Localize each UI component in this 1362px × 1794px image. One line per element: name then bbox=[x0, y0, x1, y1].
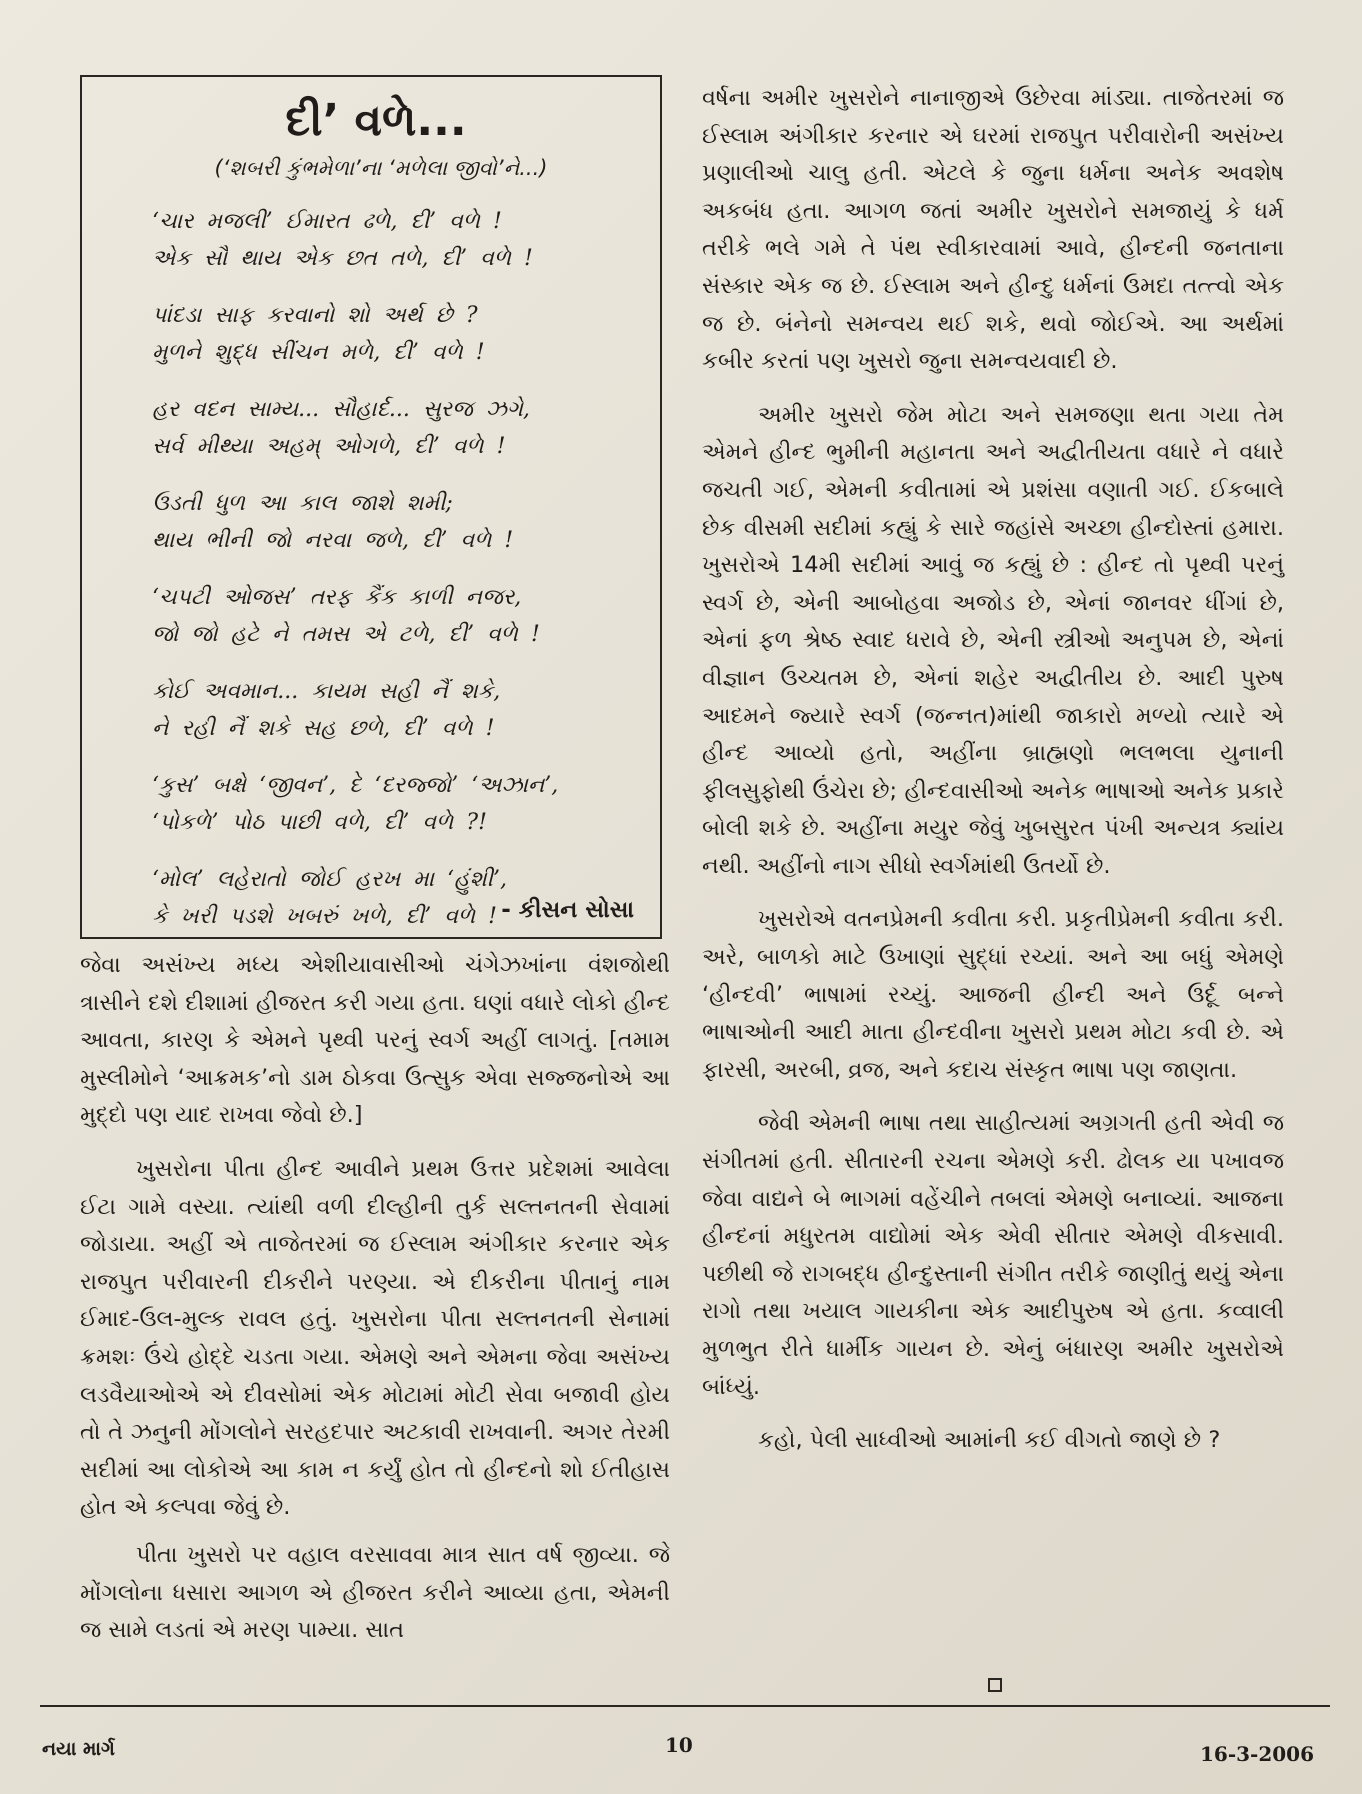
right-paragraph: વર્ષના અમીર ખુસરોને નાનાજીએ ઉછેરવા માંડ્યા. તાજેતરમાં જ ઈસ્લામ અંગીકાર કરનાર એ ઘરમાં રાજપુત પરીવારોની અસંખ્ય પ્રણાલીઓ ચાલુ હતી. એટલે કે જુના ધર્મના અનેક અવશેષ અકબંધ હતા. આગળ જતાં અમીર ખુસરોને સમજાયું કે ધર્મ તરીકે ભલે ગમે તે પંથ સ્વીકારવામાં આવે, હીન્દની જનતાના સંસ્કાર એક જ છે. ઈસ્લામ અને હીન્દુ ધર્મનાં ઉમદા તત્ત્વો એક જ છે. બંનેનો સમન્વય થઈ શકે, થવો જોઈએ. આ અર્થમાં કબીર કરતાં પણ ખુસરો જુના સમન્વયવાદી છે. bbox=[702, 85, 1284, 375]
footer-date: 16-3-2006 bbox=[1199, 1742, 1314, 1766]
poem-stanza bbox=[152, 203, 630, 277]
poem-stanza bbox=[152, 767, 630, 841]
poem-line: ઉડતી ધુળ આ કાલ જાશે શમી; bbox=[152, 491, 453, 516]
poem-box bbox=[80, 75, 662, 939]
poem-stanza bbox=[152, 673, 630, 747]
footer-divider bbox=[40, 1705, 1330, 1707]
poem-stanza bbox=[152, 579, 630, 653]
poem-line: કે ખરી પડશે ખબરું ખળે, દી’ વળે ! bbox=[152, 904, 497, 929]
right-paragraph: કહો, પેલી સાધ્વીઓ આમાંની કઈ વીગતો જાણે છે ? bbox=[758, 1427, 1221, 1454]
poem-stanza bbox=[152, 485, 630, 559]
left-paragraph: ખુસરોના પીતા હીન્દ આવીને પ્રથમ ઉત્તર પ્રદેશમાં આવેલા ઈટા ગામે વસ્યા. ત્યાંથી વળી દીલ્હીની તુર્ક સલ્તનતની સેવામાં જોડાયા. અહીં એ તાજેતરમાં જ ઈસ્લામ અંગીકાર કરનાર એક રાજપુત પરીવારની દીકરીને પરણ્યા. એ દીકરીના પીતાનું નામ ઈમાદ-ઉલ-મુલ્ક રાવલ હતું. ખુસરોના પીતા સલ્તનતની સેનામાં ક્રમશઃ ઉંચે હોદ્દે ચડતા ગયા. એમણે અને એમના જેવા અસંખ્ય લડવૈયાઓએ એ દીવસોમાં એક મોટામાં મોટી સેવા બજાવી હોય તો તે ઝનુની મોંગલોને સરહદપાર અટકાવી રાખવાની. અગર તેરમી સદીમાં આ લોકોએ આ કામ ન કર્યું હોત તો હીન્દનો શો ઈતીહાસ હોત એ કલ્પવા જેવું છે. bbox=[80, 1155, 670, 1521]
poem-line: ને રહી નૈં શકે સહ છળે, દી’ વળે ! bbox=[152, 716, 495, 741]
poem-line: હર વદન સામ્ય... સૌહાર્દ... સુરજ ઝગે, bbox=[152, 397, 530, 422]
right-paragraph: અમીર ખુસરો જેમ મોટા અને સમજણા થતા ગયા તેમ એમને હીન્દ ભુમીની મહાનતા અને અદ્વીતીયતા વધારે ને વધારે જચતી ગઈ, એમની કવીતામાં એ પ્રશંસા વણાતી ગઈ. ઈકબાલે છેક વીસમી સદીમાં કહ્યું કે સારે જહાંસે અચ્છા હીન્દોસ્તાં હમારા. ખુસરોએ 14મી સદીમાં આવું જ કહ્યું છે : હીન્દ તો પૃથ્વી પરનું સ્વર્ગ છે, એની આબોહવા અજોડ છે, એનાં જાનવર ધીંગાં છે, એનાં ફળ શ્રેષ્ઠ સ્વાદ ધરાવે છે, એની સ્ત્રીઓ અનુપમ છે, એનાં વીજ્ઞાન ઉચ્ચતમ છે, એનાં શહેર અદ્વીતીય છે. આદી પુરુષ આદમને જ્યારે સ્વર્ગ (જન્નત)માંથી જાકારો મળ્યો ત્યારે એ હીન્દ આવ્યો હતો, અહીંના બ્રાહ્મણો ભલભલા યુનાની ફીલસુફોથી ઉંચેરા છે; હીન્દવાસીઓ અનેક ભાષાઓ અનેક પ્રકારે બોલી શકે છે. અહીંના મયુર જેવું ખુબસુરત પંખી અન્યત્ર ક્યાંય નથી. અહીંનો નાગ સીધો સ્વર્ગમાંથી ઉતર્યો છે. bbox=[702, 401, 1284, 879]
poem-title: દી’ વળે... bbox=[285, 95, 467, 146]
poem-line: જો જો હટે ને તમસ એ ટળે, દી’ વળે ! bbox=[152, 622, 540, 647]
poem-author: - કીસન સોસા bbox=[501, 897, 634, 923]
poem-line: ‘કુસ’ બક્ષે ‘જીવન’, દે ‘દરજ્જો’ ‘અઝાન’, bbox=[152, 773, 559, 798]
poem-line: ‘ચાર મજલી’ ઈમારત ઢળે, દી’ વળે ! bbox=[152, 209, 502, 234]
poem-line: ‘પોકળે’ પોઠ પાછી વળે, દી’ વળે ?! bbox=[152, 810, 487, 835]
poem-stanza bbox=[152, 391, 630, 465]
poem-line: ‘ચપટી ઓજસ’ તરફ કૈંક કાળી નજર, bbox=[152, 585, 522, 610]
poem-stanzas bbox=[152, 203, 630, 935]
right-paragraph: ખુસરોએ વતનપ્રેમની કવીતા કરી. પ્રકૃતીપ્રેમની કવીતા કરી. અરે, બાળકો માટે ઉખાણાં સુદ્ધાં રચ્યાં. અને આ બધું એમણે ‘હીન્દવી’ ભાષામાં રચ્યું. આજની હીન્દી અને ઉર્દૂ બન્ને ભાષાઓની આદી માતા હીન્દવીના ખુસરો પ્રથમ મોટા કવી છે. એ ફારસી, અરબી, વ્રજ, અને કદાચ સંસ્કૃત ભાષા પણ જાણતા. bbox=[702, 906, 1284, 1083]
poem-line: ‘મોલ’ લહેરાતો જોઈ હરખ મા ‘હુંશી’, bbox=[152, 867, 507, 892]
end-of-article-square-icon bbox=[988, 1678, 1002, 1692]
left-paragraph: પીતા ખુસરો પર વહાલ વરસાવવા માત્ર સાત વર્ષ જીવ્યા. જે મોંગલોના ધસારા આગળ એ હીજરત કરીને આવ્યા હતા, એમની જ સામે લડતાં એ મરણ પામ્યા. સાત bbox=[80, 1541, 670, 1644]
poem-line: કોઈ અવમાન... કાયમ સહી નૈં શકે, bbox=[152, 679, 501, 704]
right-column bbox=[702, 80, 1284, 1460]
poem-line: થાય ભીની જો નરવા જળે, દી’ વળે ! bbox=[152, 528, 514, 553]
poem-line: પાંદડા સાફ કરવાનો શો અર્થ છે ? bbox=[152, 303, 478, 328]
footer-magazine-name: નયા માર્ગ bbox=[42, 1738, 115, 1760]
left-paragraph: જેવા અસંખ્ય મધ્ય એશીયાવાસીઓ ચંગેઝખાંના વંશજોથી ત્રાસીને દશે દીશામાં હીજરત કરી ગયા હતા. ઘણાં વધારે લોકો હીન્દ આવતા, કારણ કે એમને પૃથ્વી પરનું સ્વર્ગ અહીં લાગતું. [તમામ મુસ્લીમોને ‘આક્રમક’નો ડામ ઠોકવા ઉત્સુક એવા સજ્જનોએ આ મુદ્દો પણ યાદ રાખવા જેવો છે.] bbox=[80, 952, 670, 1129]
poem-line: મુળને શુદ્ધ સીંચન મળે, દી’ વળે ! bbox=[152, 340, 485, 365]
poem-subtitle: (‘શબરી કુંભમેળા’ના ‘મળેલા જીવો’ને...) bbox=[214, 156, 548, 180]
left-column bbox=[80, 75, 670, 1650]
left-article-text bbox=[80, 947, 670, 1650]
poem-line: સર્વ મીથ્યા અહમ્ ઓગળે, દી’ વળે ! bbox=[152, 434, 506, 459]
footer-page-number: 10 bbox=[665, 1733, 693, 1757]
poem-line: એક સૌ થાય એક છત તળે, દી’ વળે ! bbox=[152, 246, 533, 271]
poem-stanza bbox=[152, 297, 630, 371]
right-paragraph: જેવી એમની ભાષા તથા સાહીત્યમાં અગ્રગતી હતી એવી જ સંગીતમાં હતી. સીતારની રચના એમણે કરી. ઢોલક યા પખાવજ જેવા વાદ્યને બે ભાગમાં વહેંચીને તબલાં એમણે બનાવ્યાં. આજના હીન્દનાં મધુરતમ વાદ્યોમાં એક એવી સીતાર એમણે વીકસાવી. પછીથી જે રાગબદ્ધ હીન્દુસ્તાની સંગીત તરીકે જાણીતું થયું એના રાગો તથા ખયાલ ગાયકીના એક આદીપુરુષ એ હતા. કવ્વાલી મુળભુત રીતે ધાર્મીક ગાયન છે. એનું બંધારણ અમીર ખુસરોએ બાંધ્યું. bbox=[702, 1110, 1284, 1400]
